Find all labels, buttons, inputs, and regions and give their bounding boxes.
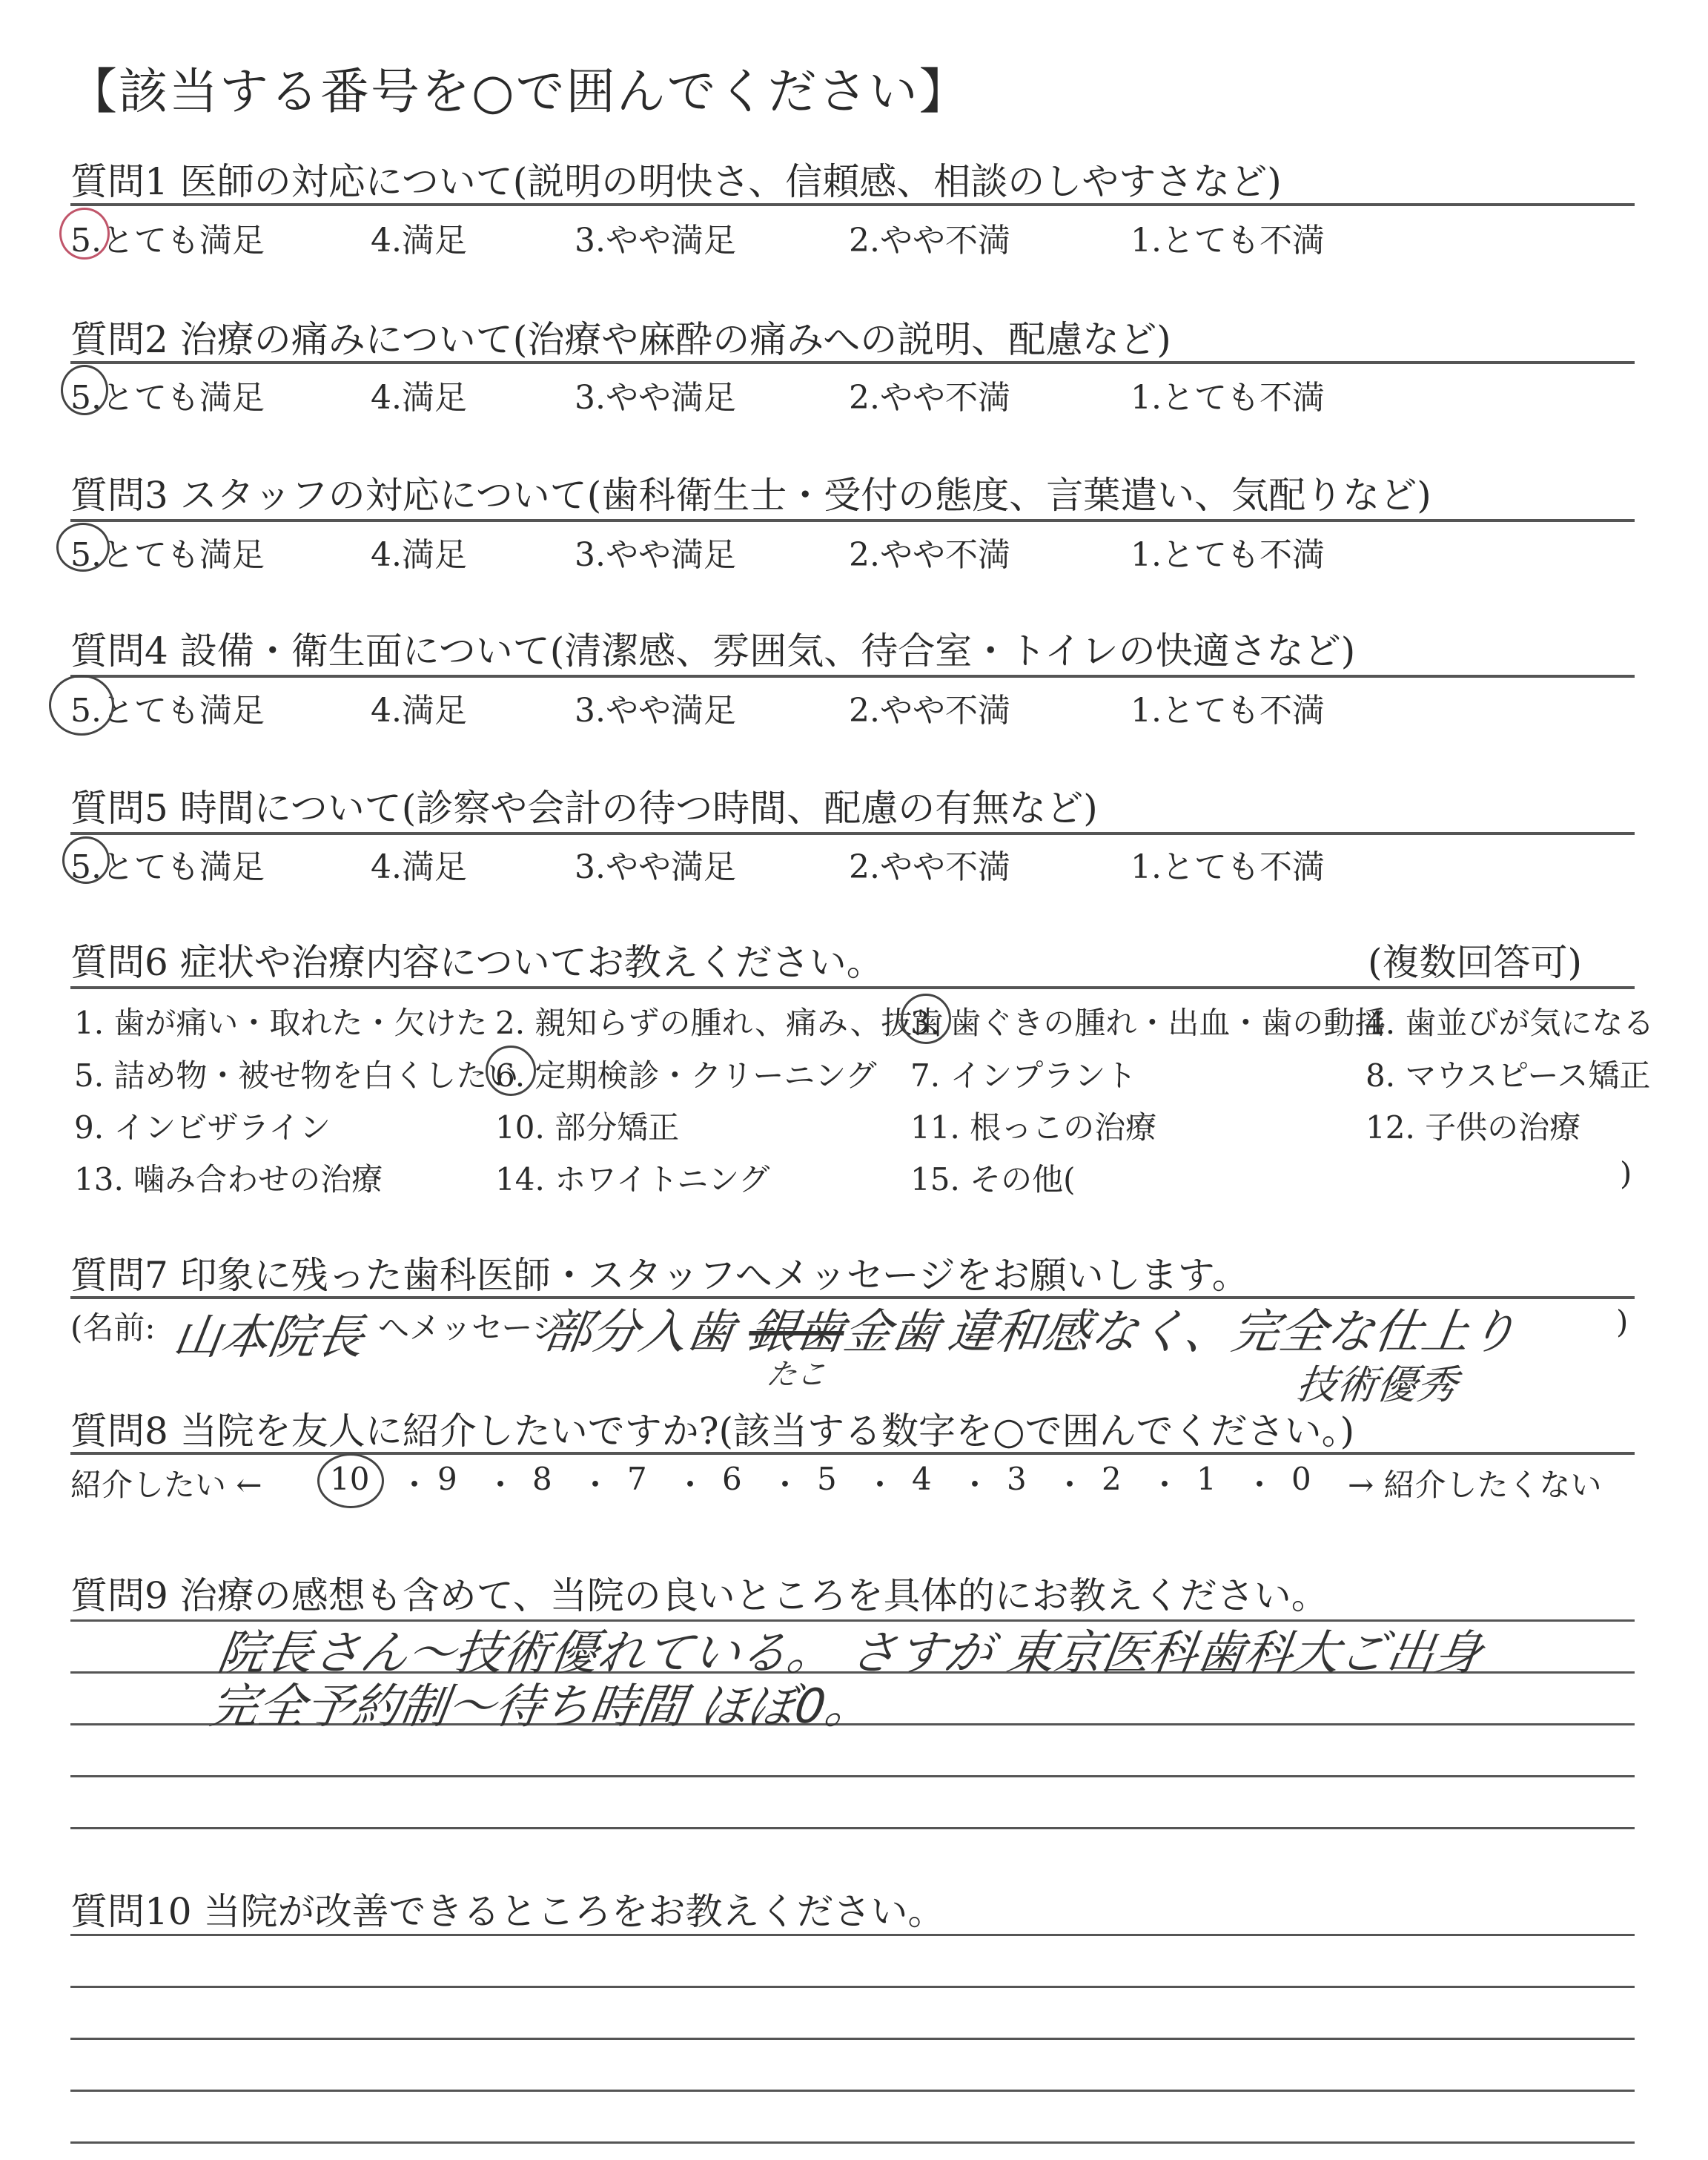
scale-2[interactable]: 2 [1102, 1461, 1122, 1497]
scale-9[interactable]: 9 [437, 1461, 457, 1497]
scale-dot: ・ [399, 1467, 431, 1503]
question-10-label: 質問10 当院が改善できるところをお教えください。 [70, 1890, 945, 1933]
scale-dot: ・ [1244, 1467, 1276, 1503]
scale-dot: ・ [675, 1467, 706, 1503]
q1-option-5[interactable]: 5.とても満足 [70, 222, 265, 260]
symptom-option[interactable]: 13. 噛み合わせの治療 [74, 1161, 383, 1198]
answer-line [70, 1986, 1635, 1988]
question-6-label: 質問6 症状や治療内容についてお教えください。 [70, 941, 884, 984]
divider [70, 519, 1635, 522]
scale-6[interactable]: 6 [722, 1461, 742, 1497]
symptom-option[interactable]: 3. 歯ぐきの腫れ・出血・歯の動揺 [910, 1005, 1386, 1041]
divider [70, 361, 1635, 364]
handwritten-circle-mark [59, 208, 110, 260]
handwritten-circle-mark [317, 1453, 384, 1508]
divider [70, 675, 1635, 678]
q1-option-2[interactable]: 2.やや不満 [849, 222, 1010, 260]
q3-option-2[interactable]: 2.やや不満 [849, 536, 1010, 574]
handwritten-staff-name: 山本院長 [169, 1310, 368, 1365]
handwritten-circle-mark [901, 994, 951, 1044]
scale-3[interactable]: 3 [1007, 1461, 1027, 1497]
q5-option-3[interactable]: 3.やや満足 [575, 848, 736, 886]
q2-option-1[interactable]: 1.とても不満 [1131, 379, 1325, 417]
question-3-label: 質問3 スタッフの対応について(歯科衛生士・受付の態度、言葉遣い、気配りなど) [70, 474, 1431, 517]
q4-option-4[interactable]: 4.満足 [371, 692, 467, 730]
handwritten-message [540, 1294, 944, 1362]
symptom-option-other[interactable]: 15. その他( [910, 1161, 1076, 1198]
q4-option-5[interactable]: 5.とても満足 [70, 692, 265, 730]
divider [70, 203, 1635, 206]
q2-option-4[interactable]: 4.満足 [371, 379, 467, 417]
message-close-paren: ) [1616, 1304, 1629, 1340]
handwritten-circle-mark [56, 523, 110, 572]
scale-10[interactable]: 10 [330, 1461, 370, 1497]
symptom-option[interactable]: 8. マウスピース矯正 [1366, 1057, 1651, 1094]
message-field-label: へメッセージ: [378, 1309, 574, 1346]
q5-option-1[interactable]: 1.とても不満 [1131, 848, 1325, 886]
handwritten-answer-line-1: 院長さん〜技術優れている。 さすが 東京医科歯科大ご出身 [214, 1626, 1486, 1681]
symptom-option[interactable]: 9. インビザライン [74, 1109, 331, 1146]
question-7-label: 質問7 印象に残った歯科医師・スタッフへメッセージをお願いします。 [70, 1254, 1249, 1297]
question-4-label: 質問4 設備・衛生面について(清潔感、雰囲気、待合室・トイレの快適さなど) [70, 630, 1356, 673]
handwritten-circle-mark [62, 836, 110, 884]
scale-dot: ・ [959, 1467, 991, 1503]
answer-line [70, 2038, 1635, 2040]
recommend-right-label: → 紹介したくない [1348, 1467, 1602, 1503]
symptom-option[interactable]: 10. 部分矯正 [495, 1109, 680, 1146]
q3-option-4[interactable]: 4.満足 [371, 536, 467, 574]
question-8-label: 質問8 当院を友人に紹介したいですか?(該当する数字を○で囲んでください。) [70, 1410, 1355, 1453]
answer-line [70, 1827, 1635, 1829]
answer-line [70, 2141, 1635, 2144]
scale-dot: ・ [769, 1467, 801, 1503]
answer-line [70, 2090, 1635, 2092]
handwritten-circle-mark [486, 1046, 536, 1096]
scale-7[interactable]: 7 [627, 1461, 647, 1497]
multiple-answers-note: (複数回答可) [1368, 941, 1583, 984]
other-close-paren: ) [1620, 1155, 1632, 1192]
scale-5[interactable]: 5 [817, 1461, 837, 1497]
q3-option-3[interactable]: 3.やや満足 [575, 536, 736, 574]
scale-dot: ・ [1054, 1467, 1086, 1503]
answer-line [70, 1934, 1635, 1936]
scale-4[interactable]: 4 [912, 1461, 932, 1497]
q3-option-5[interactable]: 5.とても満足 [70, 536, 265, 574]
answer-line [70, 1775, 1635, 1777]
message-part: 部分入歯 [540, 1305, 753, 1360]
q2-option-3[interactable]: 3.やや満足 [575, 379, 736, 417]
q1-option-1[interactable]: 1.とても不満 [1131, 222, 1325, 260]
message-part: 金歯 [840, 1305, 943, 1360]
question-5-label: 質問5 時間について(診察や会計の待つ時間、配慮の有無など) [70, 787, 1098, 830]
q4-option-3[interactable]: 3.やや満足 [575, 692, 736, 730]
name-field-label: (名前: [70, 1309, 156, 1346]
q2-option-2[interactable]: 2.やや不満 [849, 379, 1010, 417]
scale-8[interactable]: 8 [532, 1461, 552, 1497]
struck-text: 銀歯 [745, 1305, 848, 1360]
symptom-option[interactable]: 12. 子供の治療 [1366, 1109, 1581, 1146]
scale-0[interactable]: 0 [1291, 1461, 1311, 1497]
q3-option-1[interactable]: 1.とても不満 [1131, 536, 1325, 574]
scale-dot: ・ [485, 1467, 517, 1503]
handwritten-circle-mark [49, 675, 114, 736]
symptom-option[interactable]: 7. インプラント [910, 1057, 1137, 1094]
q2-option-5[interactable]: 5.とても満足 [70, 379, 265, 417]
question-9-label: 質問9 治療の感想も含めて、当院の良いところを具体的にお教えください。 [70, 1574, 1328, 1617]
question-2-label: 質問2 治療の痛みについて(治療や麻酔の痛みへの説明、配慮など) [70, 318, 1171, 361]
scale-dot: ・ [1149, 1467, 1181, 1503]
symptom-option[interactable]: 14. ホワイトニング [495, 1161, 770, 1198]
scale-dot: ・ [580, 1467, 612, 1503]
scale-dot: ・ [864, 1467, 896, 1503]
q4-option-1[interactable]: 1.とても不満 [1131, 692, 1325, 730]
q5-option-4[interactable]: 4.満足 [371, 848, 467, 886]
handwritten-circle-mark [61, 365, 108, 415]
handwritten-annotation: たこ [764, 1358, 829, 1392]
symptom-option[interactable]: 5. 詰め物・被せ物を白くしたい [74, 1057, 519, 1094]
divider [70, 986, 1635, 989]
symptom-option[interactable]: 1. 歯が痛い・取れた・欠けた [74, 1005, 488, 1041]
q1-option-3[interactable]: 3.やや満足 [575, 222, 736, 260]
handwritten-answer-line-2: 完全予約制〜待ち時間 ほぼ0。 [206, 1680, 877, 1734]
q5-option-2[interactable]: 2.やや不満 [849, 848, 1010, 886]
scale-1[interactable]: 1 [1196, 1461, 1217, 1497]
recommend-left-label: 紹介したい ← [70, 1467, 262, 1503]
divider [70, 832, 1635, 835]
handwritten-message-continued: 違和感なく、完全な仕上り [944, 1305, 1521, 1360]
handwritten-message-note: 技術優秀 [1294, 1361, 1460, 1408]
divider [70, 1452, 1635, 1455]
symptom-option[interactable]: 4. 歯並びが気になる [1366, 1005, 1655, 1041]
symptom-option[interactable]: 11. 根っこの治療 [910, 1109, 1157, 1146]
q5-option-5[interactable]: 5.とても満足 [70, 848, 265, 886]
page-title: 【該当する番号を○で囲んでください】 [68, 63, 970, 120]
symptom-option[interactable]: 6. 定期検診・クリーニング [495, 1057, 877, 1094]
question-1-label: 質問1 医師の対応について(説明の明快さ、信頼感、相談のしやすさなど) [70, 160, 1282, 203]
q1-option-4[interactable]: 4.満足 [371, 222, 467, 260]
q4-option-2[interactable]: 2.やや不満 [849, 692, 1010, 730]
symptom-option[interactable]: 2. 親知らずの腫れ、痛み、抜歯 [495, 1005, 944, 1041]
